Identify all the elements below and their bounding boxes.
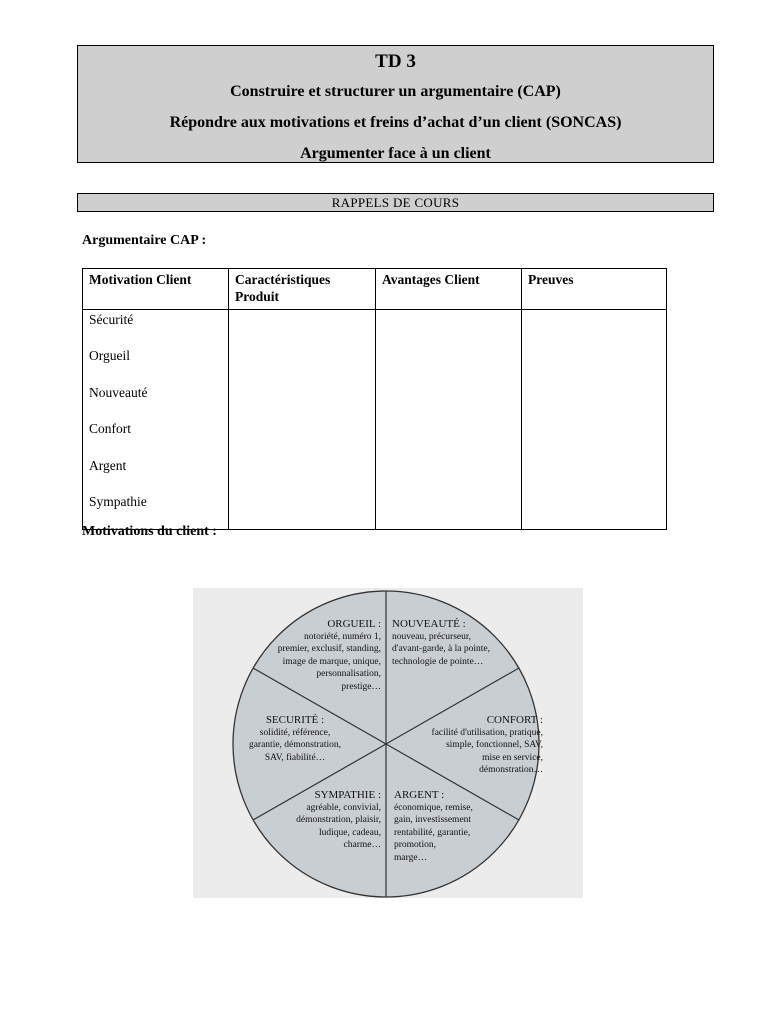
segment-line: d'avant-garde, à la pointe, [392, 644, 490, 654]
column-header-avantages: Avantages Client [376, 269, 522, 310]
segment-title: ARGENT : [394, 789, 445, 801]
header-box [77, 45, 714, 163]
segment-argent [394, 789, 504, 864]
column-header-caracteristiques: Caractéristiques Produit [229, 269, 376, 310]
list-item: Sécurité [89, 312, 134, 327]
segment-title: NOUVEAUTÉ : [392, 618, 466, 630]
segment-line: démonstration… [479, 765, 543, 775]
list-item: Nouveauté [89, 384, 148, 400]
preuves-cell [522, 310, 667, 530]
segment-line: mise en service, [482, 752, 543, 763]
list-item: Argent [89, 457, 127, 473]
subtitle-argumenter: Argumenter face à un client [300, 145, 491, 162]
segment-title: SECURITÉ : [265, 714, 325, 726]
segment-line: économique, remise, [394, 802, 473, 813]
segment-line: image de marque, unique, [282, 656, 381, 667]
segment-line: personnalisation, [316, 669, 381, 679]
segment-confort [417, 714, 543, 777]
list-item: Orgueil [89, 348, 130, 364]
column-header-preuves: Preuves [522, 269, 667, 310]
column-header-motivation: Motivation Client [83, 269, 229, 310]
cap-table [82, 268, 667, 530]
segment-line: démonstration, plaisir, [296, 815, 381, 825]
segment-line: garantie, démonstration, [248, 740, 342, 750]
document-title: TD 3 [375, 51, 416, 72]
motivations-section-label: Motivations du client : [82, 524, 217, 539]
subtitle-soncas: Répondre aux motivations et freins d’achat d’un client (SONCAS) [169, 114, 622, 131]
segment-title: SYMPATHIE : [314, 789, 381, 801]
segment-line: nouveau, précurseur, [392, 631, 472, 642]
segment-line: charme… [343, 840, 381, 850]
segment-line: technologie de pointe… [392, 656, 484, 667]
segment-sympathie [265, 789, 381, 852]
segment-line: notoriété, numéro 1, [303, 631, 381, 642]
segment-line: rentabilité, garantie, [394, 827, 471, 838]
segment-nouveaute [392, 618, 514, 668]
avantages-cell [376, 310, 522, 530]
segment-line: SAV, fiabilité… [264, 752, 326, 763]
soncas-wheel-image [193, 588, 583, 898]
segment-title: CONFORT : [486, 714, 543, 726]
segment-line: premier, exclusif, standing, [277, 644, 381, 654]
list-item: Confort [89, 421, 131, 437]
segment-orgueil [259, 618, 381, 693]
cap-table-header-row [83, 269, 667, 310]
subtitle-cap: Construire et structurer un argumentaire (CAP) [230, 83, 561, 100]
caracteristiques-cell [229, 310, 376, 530]
rappels-heading: RAPPELS DE COURS [77, 193, 714, 212]
segment-securite [245, 714, 345, 764]
segment-line: promotion, [394, 840, 436, 850]
segment-line: marge… [394, 852, 428, 863]
list-item: Sympathie [89, 493, 147, 509]
motivation-list-cell [83, 310, 229, 530]
segment-line: agréable, convivial, [306, 802, 381, 813]
segment-line: facilité d'utilisation, pratique, [431, 727, 543, 738]
segment-line: ludique, cadeau, [319, 827, 381, 838]
segment-line: simple, fonctionnel, SAV, [445, 740, 543, 750]
segment-line: prestige… [341, 681, 381, 692]
cap-section-label: Argumentaire CAP : [82, 233, 207, 248]
segment-line: gain, investissement [394, 815, 472, 825]
table-row [83, 310, 667, 530]
segment-title: ORGUEIL : [327, 618, 381, 630]
segment-line: solidité, référence, [259, 727, 331, 738]
